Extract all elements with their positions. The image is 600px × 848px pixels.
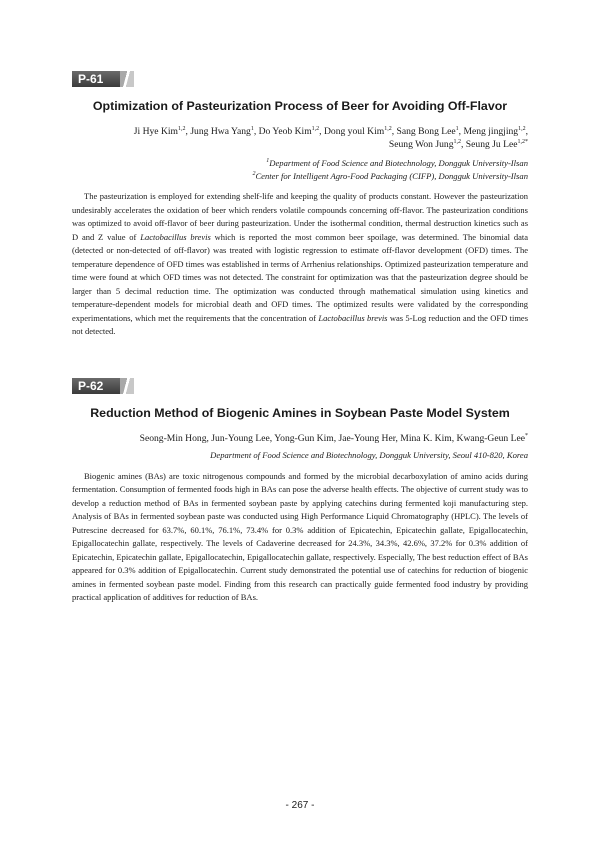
abstract-title: Reduction Method of Biogenic Amines in Soybean Paste Model System (90, 406, 510, 420)
author: Do Yeob Kim$^{1,2}$ (258, 125, 320, 137)
author-list: Ji Hye Kim$^{1,2}$, Jung Hwa Yang$^1$, Do Yeob Kim$^{1,2}$, Dong youl Kim$^{1,2}$, Sang Bong Lee$^1$, Meng jingjing$^{1,2}$, Seung Won Jung$^{1,2}$, Seung Ju Lee$^{1,2*}$ (133, 125, 528, 150)
affiliation: Department of Food Science and Biotechnology, Dongguk University, Seoul 410-820, Korea (210, 450, 528, 460)
abstract-tag: P-62 (72, 378, 120, 394)
abstract-body: Biogenic amines (BAs) are toxic nitrogenous compounds and formed by the microbial decarboxylation of amino acids during fermentation. Consumption of fermented foods high in BAs can pose the adverse health effects. The objective of current study was to develop a reduction method of BAs in fermented soybean paste by applying catechins during fermented koji manufacturing step. Analysis of BAs in fermented soybean paste was conducted using High Performance Liquid Chromatography (HPLC). The levels of Putrescine decreased for 63.7%, 60.1%, 76.1%, 73.4% for 0.3% addition of Epicatechin, Epicatechin gallate, Epigallocatechin, Epigallocatechin gallate, respectively. The levels of Cadaverine decreased for 24.3%, 34.3%, 42.6%, 37.2% for 0.3% addition of Epicatechin, Epicatechin gallate, Epigallocatechin, Epigallocatechin gallate, respectively. Especially, The best reduction effect of BAs appeared for 0.3% addition of Epigallocatechin. Current study demonstrated the potential use of catechins for reduction of biogenic amines in fermented soybean paste model. Finding from this research can practically guide fermented food industry by providing practical application of additives for reduction of BAs. (72, 470, 528, 602)
author: Seung Won Jung$^{1,2}$ (388, 138, 461, 150)
author: Sang Bong Lee$^1$ (396, 125, 459, 137)
author: Ji Hye Kim$^{1,2}$ (133, 125, 186, 137)
affiliation: $^2$Center for Intelligent Agro-Food Packaging (CIFP), Dongguk University-Ilsan (252, 170, 528, 181)
affiliation: $^1$Department of Food Science and Biotechnology, Dongguk University-Ilsan (266, 158, 528, 168)
abstract-tag: P-61 (72, 71, 120, 87)
species-name: Lactobacillus brevis (318, 312, 388, 323)
abstract-body: The pasteurization is employed for extending shelf-life and keeping the quality of products constant. However the pasteurization undesirably accelerates the oxidation of beer which renders volatile compounds concerning off-flavor. The pasteurization conditions was optimized to avoid off-flavor of beer during pasteurization. Under the isothermal condition, thermal destruction kinetics such as D and Z value of Lactobacillus brevis which is reported the most common beer spoilage, was determined. The binomial data (detected or non-detected of off-flavor) was treated with logistic regression to estimate off-flavor development (OFD) times. The temperature dependence of OFD times was established in terms of Arrhenius relationships. Optimized pasteurization temperature and time were found at which OFD times was not detected. The constraint for optimization was that the pasteurization degree should be larger than 5 decimal reduction time. The optimization was conducted through mathematical simulation using kinetics and temperature-dependent models for microbial death and OFD times. The optimized results were validated by the corresponding experimentations, which met the requirements that the concentration of Lactobacillus brevis was 5-Log reduction and the OFD times not detected. (72, 191, 529, 336)
abstract-p62 (72, 378, 528, 605)
species-name: Lactobacillus brevis (140, 231, 211, 242)
author: Dong youl Kim$^{1,2}$ (323, 125, 392, 137)
abstract-title: Optimization of Pasteurization Process of Beer for Avoiding Off-Flavor (92, 99, 508, 113)
author: Jung Hwa Yang$^1$ (190, 125, 254, 137)
abstract-p61 (72, 71, 528, 339)
author-list: Seong-Min Hong, Jun-Young Lee, Yong-Gun Kim, Jae-Young Her, Mina K. Kim, Kwang-Geun Lee* (139, 432, 528, 444)
author: Seung Ju Lee$^{1,2*}$ (465, 138, 528, 150)
author: Meng jingjing$^{1,2}$ (463, 125, 526, 137)
page-number: - 267 - (285, 800, 315, 811)
